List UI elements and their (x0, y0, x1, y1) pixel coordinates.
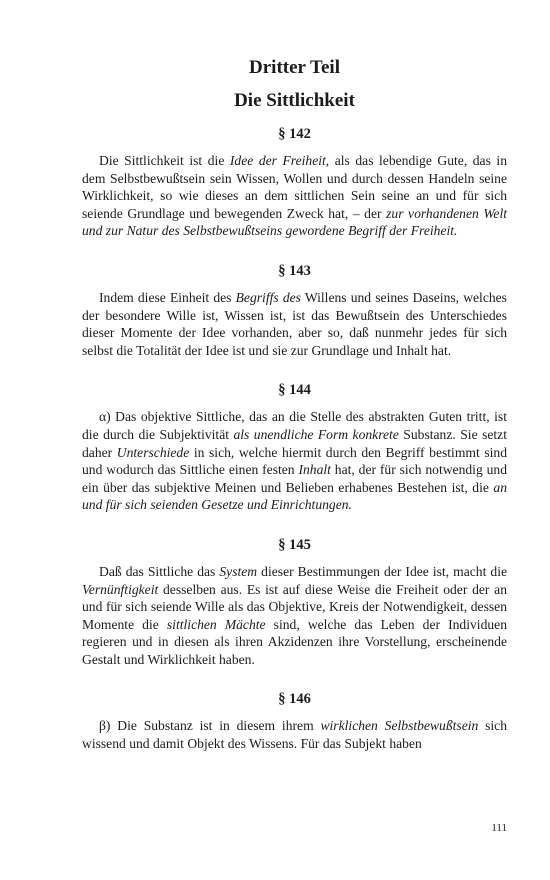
section-142 (82, 125, 507, 240)
section-heading: § 144 (278, 382, 311, 399)
body-text: sind, welche das Leben der Individuen regieren und in diesen als ihren Akzidenzen ihre Vorstellung, erscheinende Gestalt und Wirklichkeit haben. (82, 616, 507, 667)
body-text: dieser Bestimmungen der Idee ist, macht die (257, 563, 508, 579)
emphasis-text: sittlichen Mächte (166, 616, 266, 632)
section-146 (82, 690, 507, 752)
emphasis-text: an und für sich seienden Gesetze und Einrichtungen. (82, 479, 507, 513)
part-title: Dritter Teil (249, 57, 340, 78)
emphasis-text: wirklichen Selbstbewußtsein (320, 718, 479, 734)
emphasis-text: Vernünftigkeit (82, 581, 159, 597)
section-144 (82, 381, 507, 514)
section-heading: § 142 (278, 126, 311, 142)
section-paragraph (82, 408, 507, 514)
body-text: Daß das Sittliche das (99, 563, 220, 579)
section-paragraph (82, 563, 507, 669)
body-text: Indem diese Einheit des (99, 289, 236, 305)
body-text: Substanz. Sie setzt daher (82, 426, 507, 460)
part-subtitle: Die Sittlichkeit (234, 90, 355, 111)
body-text: sich wissend und damit Objekt des Wissens. Für das Subjekt haben (82, 718, 508, 752)
section-heading: § 146 (278, 691, 311, 708)
section-heading: § 143 (278, 262, 311, 279)
emphasis-text: als unendliche Form konkrete (233, 426, 399, 442)
emphasis-text: Begriffs des (235, 289, 301, 305)
emphasis-text: Inhalt (298, 462, 331, 478)
page-number: 111 (491, 822, 507, 834)
body-text: α) Das objektive Sittliche, das an die Stelle des abstrakten Guten tritt, ist die durch die Subjektivität (82, 409, 507, 442)
body-text: Die Sittlichkeit ist die (99, 153, 230, 168)
emphasis-text: Idee der Freiheit (229, 153, 326, 168)
section-paragraph (82, 717, 507, 752)
body-text: β) Die Substanz ist in diesem ihrem (99, 718, 321, 734)
body-text: hat, der für sich notwendig und ein über das subjektive Meinen und Belieben erhabenes Bestehen ist, die (82, 462, 507, 495)
section-heading: § 145 (278, 536, 311, 553)
emphasis-text: zur vorhandenen Welt und zur Natur des Selbstbewußtseins gewordene Begriff der Freiheit. (82, 205, 507, 239)
book-page (82, 56, 507, 753)
section-143 (82, 262, 507, 359)
body-text: in sich, welche hiermit durch den Begriff bestimmt sind und wodurch das Sittliche einen festen (82, 444, 507, 478)
emphasis-text: Unterschiede (116, 444, 190, 460)
section-paragraph (82, 289, 507, 359)
section-145 (82, 536, 507, 669)
body-text: , als das lebendige Gute, das in dem Selbstbewußtsein sein Wissen, Wollen und durch dessen Handeln seine Wirklichkeit, so wie dieses an dem sittlichen Sein seine an und für sich seiende Grundlage und bewegenden Zweck hat, – der (82, 153, 507, 221)
section-paragraph (82, 152, 507, 240)
emphasis-text: System (219, 563, 258, 579)
body-text: desselben aus. Es ist auf diese Weise die Freiheit oder der an und für sich seiende Wille als das Objektive, Kreis der Notwendigkeit, dessen Momente die (82, 581, 507, 632)
body-text: Willens und seines Daseins, welches der besondere Wille ist, Wissen ist, ist das Bewußtsein des Unterschiedes dieser Momente der Idee vorhanden, aber so, daß nunmehr jedes für sich selbst die Totalität der Idee ist und sie zur Grundlage und Inhalt hat. (82, 289, 507, 358)
